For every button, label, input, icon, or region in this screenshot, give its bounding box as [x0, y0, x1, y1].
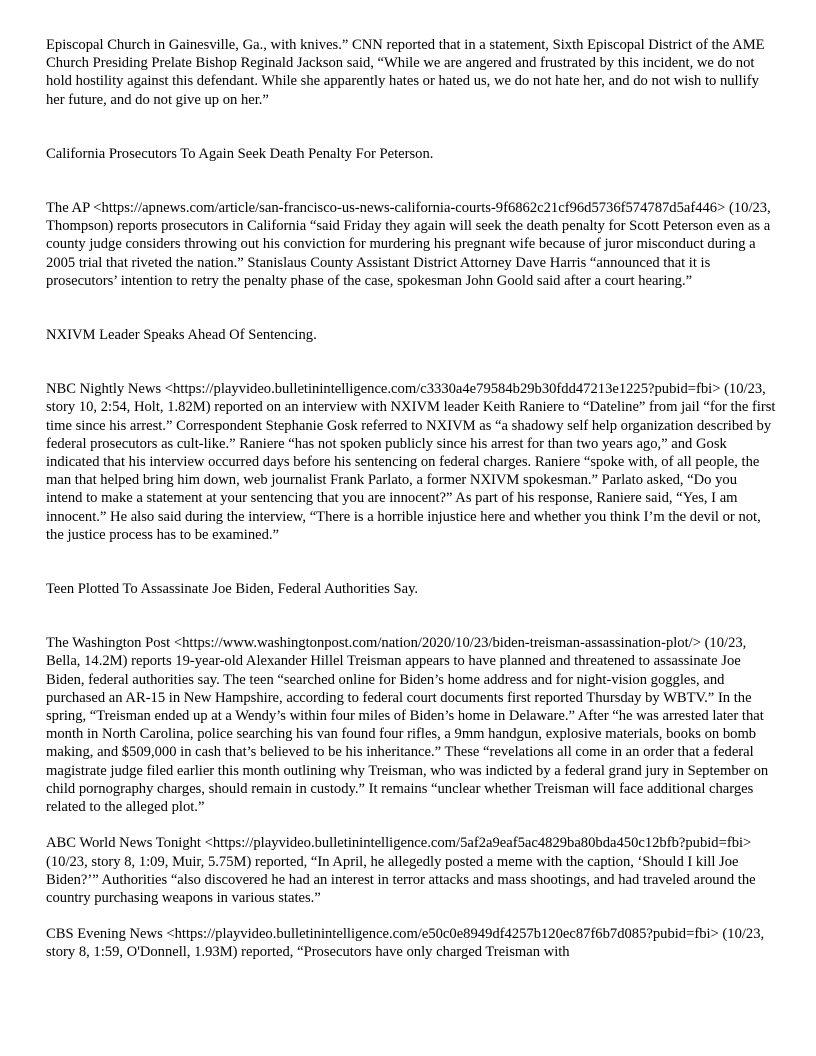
paragraph-abc-world-news: ABC World News Tonight <https://playvideo.bulletinintelligence.com/5af2a9eaf5ac4829ba80bda450c12bfb?pubid=fbi> (10/23, story 8, 1:09, Muir, 5.75M) reported, “In April, he allegedly posted a meme with the caption, ‘Should I kill Joe Biden?’” Authorities “also discovered he had an interest in terror attacks and mass shootings, and had traveled around the country purchasing weapons in various states.” [46, 835, 756, 906]
paragraph-ap-peterson: The AP <https://apnews.com/article/san-francisco-us-news-california-courts-9f6862c21cf96d5736f574787d5af446> (10/23, Thompson) reports prosecutors in California “said Friday they again will seek the death penalty for Scott Peterson even as a county judge considers throwing out his conviction for murdering his pregnant wife because of juror misconduct during a 2005 trial that riveted the nation.” Stanislaus County Assistant District Attorney Dave Harris “announced that it is prosecutors’ intention to retry the penalty phase of the case, spokesman John Goold said after a court hearing.” [46, 200, 771, 289]
paragraph-washington-post: The Washington Post <https://www.washingtonpost.com/nation/2020/10/23/biden-treisman-assassination-plot/> (10/23, Bella, 14.2M) reports 19-year-old Alexander Hillel Treisman appears to have planned and threatened to assassinate Joe Biden, federal authorities say. The teen “searched online for Biden’s home address and for night-vision goggles, and purchased an AR-15 in New Hampshire, according to federal court documents first reported Thursday by WBTV.” In the spring, “Treisman ended up at a Wendy’s within four miles of Biden’s home in Delaware.” After “he was arrested later that month in North Carolina, police searching his van found four rifles, a 9mm handgun, explosive materials, books on bomb making, and $509,000 in cash that’s believed to be his inheritance.” These “revelations all come in an order that a federal magistrate judge filed earlier this month outlining why Treisman, who was indicted by a federal grand jury in September on child pornography charges, should remain in custody.” It remains “unclear whether Treisman will face additional charges related to the alleged plot.” [46, 635, 769, 816]
headline-nxivm: NXIVM Leader Speaks Ahead Of Sentencing. [46, 327, 317, 344]
paragraph-cbs-evening-news: CBS Evening News <https://playvideo.bulletinintelligence.com/e50c0e8949df4257b120ec87f6b7d085?pubid=fbi> (10/23, story 8, 1:59, O'Donnell, 1.93M) reported, “Prosecutors have only charged Treisman with [46, 926, 765, 961]
paragraph-cnn-continuation: Episcopal Church in Gainesville, Ga., with knives.” CNN reported that in a statement, Sixth Episcopal District of the AME Church Presiding Prelate Bishop Reginald Jackson said, “While we are angered and frustrated by this incident, we do not hold hostility against this defendant. While she apparently hates or hated us, we do not hate her, and do not wish to nullify her future, and do not give up on her.” [46, 37, 765, 108]
document-page [46, 36, 776, 962]
headline-peterson: California Prosecutors To Again Seek Death Penalty For Peterson. [46, 145, 434, 162]
paragraph-nbc-nxivm: NBC Nightly News <https://playvideo.bulletinintelligence.com/c3330a4e79584b29b30fdd47213e1225?pubid=fbi> (10/23, story 10, 2:54, Holt, 1.82M) reported on an interview with NXIVM leader Keith Raniere to “Dateline” from jail “for the first time since his arrest.” Correspondent Stephanie Gosk referred to NXIVM as “a shadowy self help organization described by federal prosecutors as cult-like.” Raniere “has not spoken publicly since his arrest for than two years ago,” and Gosk indicated that his interview occurred days before his sentencing on federal charges. Raniere “spoke with, of all people, the man that helped bring him down, web journalist Frank Parlato, a former NXIVM spokesman.” Parlato asked, “Do you intend to make a statement at your sentencing that you are innocent?” As part of his response, Raniere said, “Yes, I am innocent.” He also said during the interview, “There is a horrible injustice here and whether you think I’m the devil or not, the justice process has to be examined.” [46, 381, 776, 543]
headline-biden-plot: Teen Plotted To Assassinate Joe Biden, Federal Authorities Say. [46, 581, 419, 598]
